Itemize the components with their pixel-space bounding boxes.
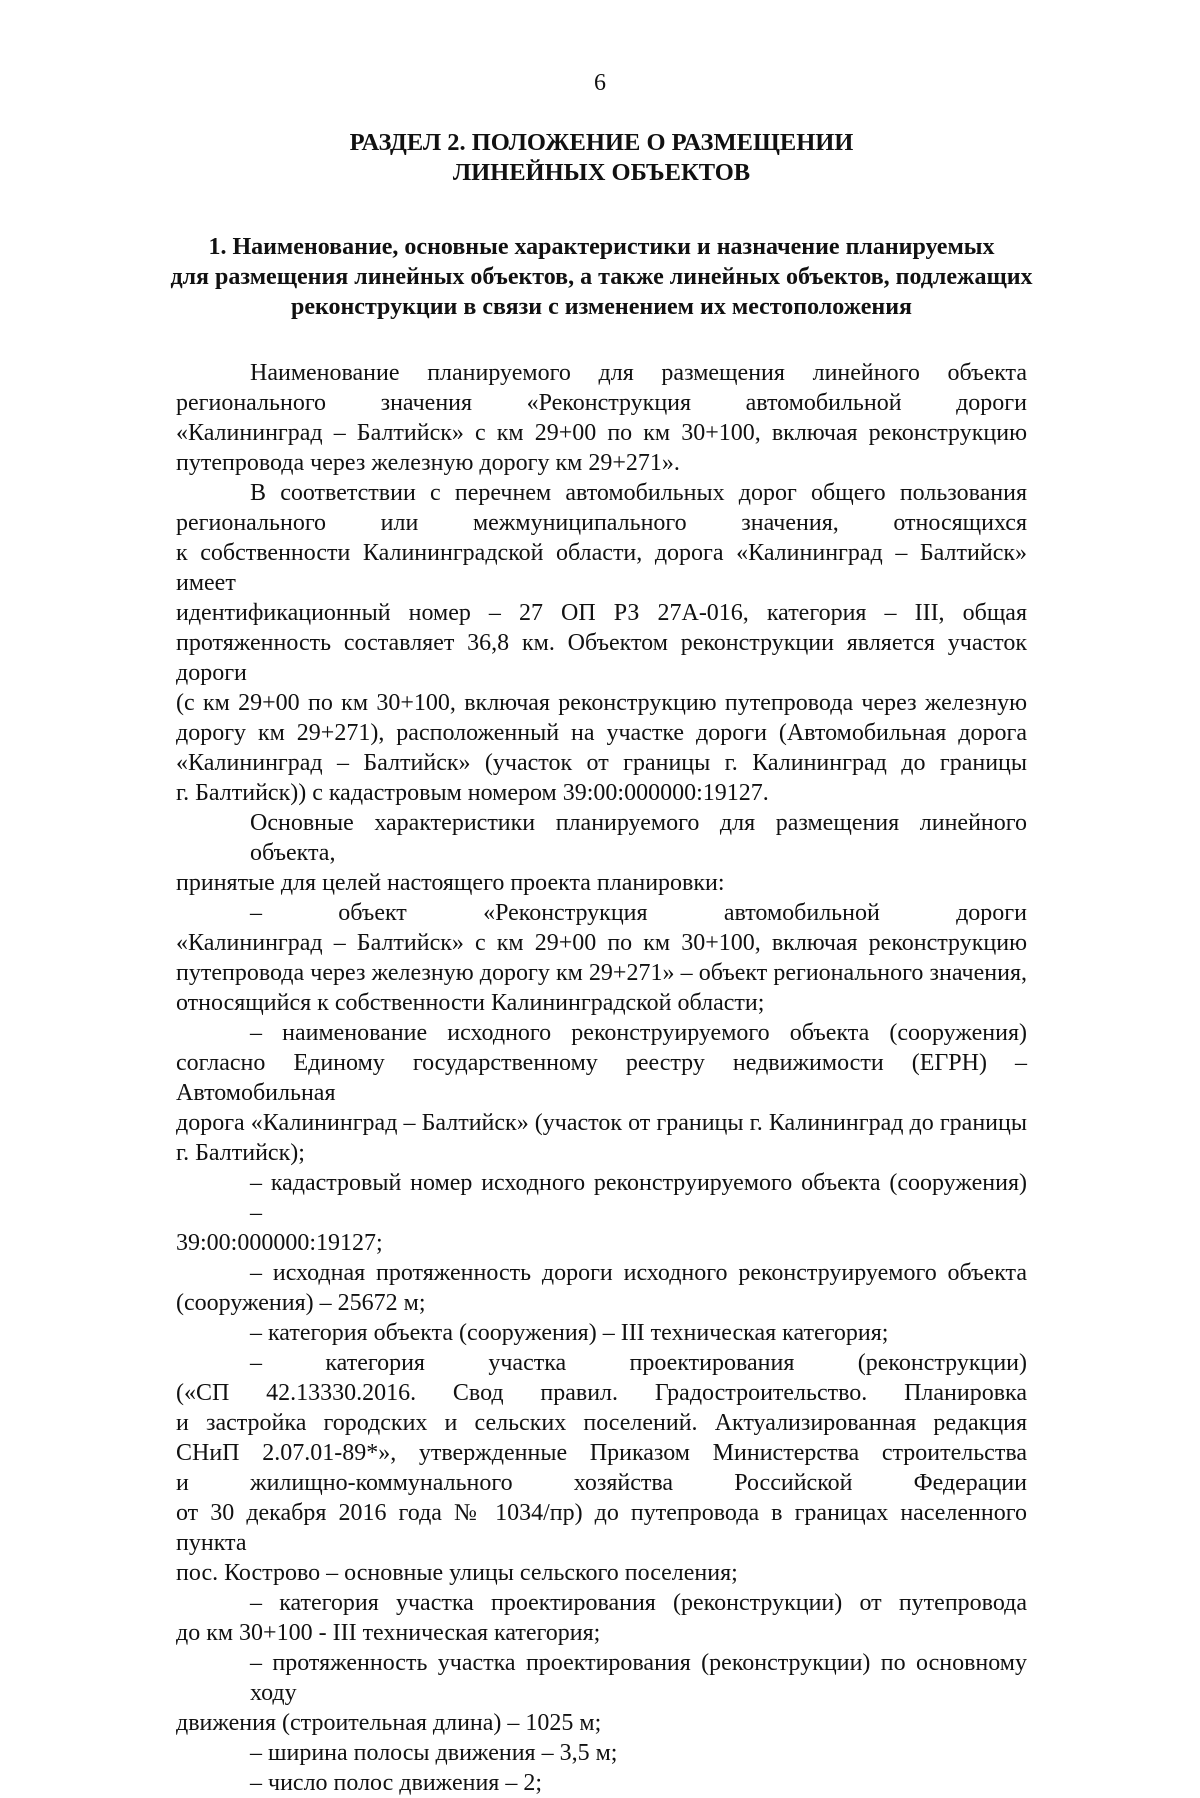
paragraph-line: «Калининград – Балтийск» (участок от границы г. Калининград до границы (176, 750, 1027, 776)
paragraph-line: – исходная протяженность дороги исходного реконструируемого объекта (250, 1260, 1027, 1286)
paragraph (176, 1258, 1027, 1318)
paragraph-line: – объект «Реконструкция автомобильной дороги (250, 900, 1027, 926)
paragraph-line: и жилищно-коммунального хозяйства Российской Федерации (176, 1470, 1027, 1496)
paragraph-line: СНиП 2.07.01-89*», утвержденные Приказом Министерства строительства (176, 1440, 1027, 1466)
paragraph-line: – категория участка проектирования (реконструкции) (250, 1350, 1027, 1376)
paragraph (176, 1648, 1027, 1738)
paragraph-line: регионального или межмуниципального значения, относящихся (176, 510, 1027, 536)
paragraph (176, 1588, 1027, 1648)
subsection-title-line: реконструкции в связи с изменением их местоположения (290, 294, 913, 320)
paragraph (176, 358, 1027, 478)
section-title-line: ЛИНЕЙНЫХ ОБЪЕКТОВ (452, 159, 751, 186)
paragraph-line: – категория объекта (сооружения) – III техническая категория; (250, 1320, 889, 1346)
paragraph (176, 478, 1027, 808)
paragraph-line: от 30 декабря 2016 года № 1034/пр) до путепровода в границах населенного пункта (176, 1500, 1027, 1556)
paragraph-line: – кадастровый номер исходного реконструируемого объекта (сооружения) – (250, 1170, 1027, 1226)
paragraph-line: (сооружения) – 25672 м; (176, 1290, 426, 1316)
paragraph-line: «Калининград – Балтийск» с км 29+00 по км 30+100, включая реконструкцию (176, 930, 1027, 956)
paragraph-line: согласно Единому государственному реестру недвижимости (ЕГРН) – Автомобильная (176, 1050, 1027, 1106)
paragraph-line: путепровода через железную дорогу км 29+271». (176, 450, 680, 476)
paragraph-line: и застройка городских и сельских поселений. Актуализированная редакция (176, 1410, 1027, 1436)
paragraph-line: – ширина полосы движения – 3,5 м; (250, 1740, 618, 1766)
paragraph (176, 808, 1027, 898)
paragraph-line: относящийся к собственности Калининградской области; (176, 990, 765, 1016)
paragraph (176, 1018, 1027, 1168)
paragraph-line: пос. Кострово – основные улицы сельского поселения; (176, 1560, 738, 1586)
paragraph-line: путепровода через железную дорогу км 29+271» – объект регионального значения, (176, 960, 1027, 986)
paragraph-line: дорога «Калининград – Балтийск» (участок от границы г. Калининград до границы (176, 1110, 1027, 1136)
paragraph-line: – протяженность участка проектирования (реконструкции) по основному ходу (250, 1650, 1027, 1706)
paragraph (176, 1348, 1027, 1588)
paragraph-line: протяженность составляет 36,8 км. Объектом реконструкции является участок дороги (176, 630, 1027, 686)
section-title-line: РАЗДЕЛ 2. ПОЛОЖЕНИЕ О РАЗМЕЩЕНИИ (349, 129, 854, 156)
paragraph-line: к собственности Калининградской области, дорога «Калининград – Балтийск» имеет (176, 540, 1027, 596)
paragraph-line: («СП 42.13330.2016. Свод правил. Градостроительство. Планировка (176, 1380, 1027, 1406)
paragraph-line: Основные характеристики планируемого для размещения линейного объекта, (250, 810, 1027, 866)
paragraph-line: регионального значения «Реконструкция автомобильной дороги (176, 390, 1027, 416)
paragraph-line: Наименование планируемого для размещения линейного объекта (250, 360, 1027, 386)
paragraph (176, 1318, 1027, 1348)
paragraph-line: – число полос движения – 2; (250, 1770, 542, 1796)
paragraph-line: идентификационный номер – 27 ОП РЗ 27А-016, категория – III, общая (176, 600, 1027, 626)
page-content (170, 128, 1033, 1798)
paragraph (176, 898, 1027, 1018)
paragraph (176, 1168, 1027, 1258)
paragraph-line: В соответствии с перечнем автомобильных дорог общего пользования (250, 480, 1027, 506)
subsection-title-line: 1. Наименование, основные характеристики и назначение планируемых (208, 234, 995, 260)
section-title (176, 128, 1027, 188)
subsection-title-line: для размещения линейных объектов, а также линейных объектов, подлежащих (170, 264, 1033, 290)
paragraph-line: принятые для целей настоящего проекта планировки: (176, 870, 725, 896)
paragraph-line: движения (строительная длина) – 1025 м; (176, 1710, 602, 1736)
paragraph-line: г. Балтийск)) с кадастровым номером 39:00:000000:19127. (176, 780, 769, 806)
body-text (176, 358, 1027, 1798)
paragraph (176, 1768, 1027, 1798)
paragraph (176, 1738, 1027, 1768)
subsection-title (156, 232, 1047, 322)
page-number: 6 (594, 70, 606, 96)
paragraph-line: дорогу км 29+271), расположенный на участке дороги (Автомобильная дорога (176, 720, 1027, 746)
paragraph-line: «Калининград – Балтийск» с км 29+00 по км 30+100, включая реконструкцию (176, 420, 1027, 446)
paragraph-line: 39:00:000000:19127; (176, 1230, 383, 1256)
paragraph-line: г. Балтийск); (176, 1140, 305, 1166)
paragraph-line: – наименование исходного реконструируемого объекта (сооружения) (250, 1020, 1027, 1046)
paragraph-line: до км 30+100 - III техническая категория; (176, 1620, 601, 1646)
paragraph-line: – категория участка проектирования (реконструкции) от путепровода (250, 1590, 1027, 1616)
paragraph-line: (с км 29+00 по км 30+100, включая реконструкцию путепровода через железную (176, 690, 1027, 716)
